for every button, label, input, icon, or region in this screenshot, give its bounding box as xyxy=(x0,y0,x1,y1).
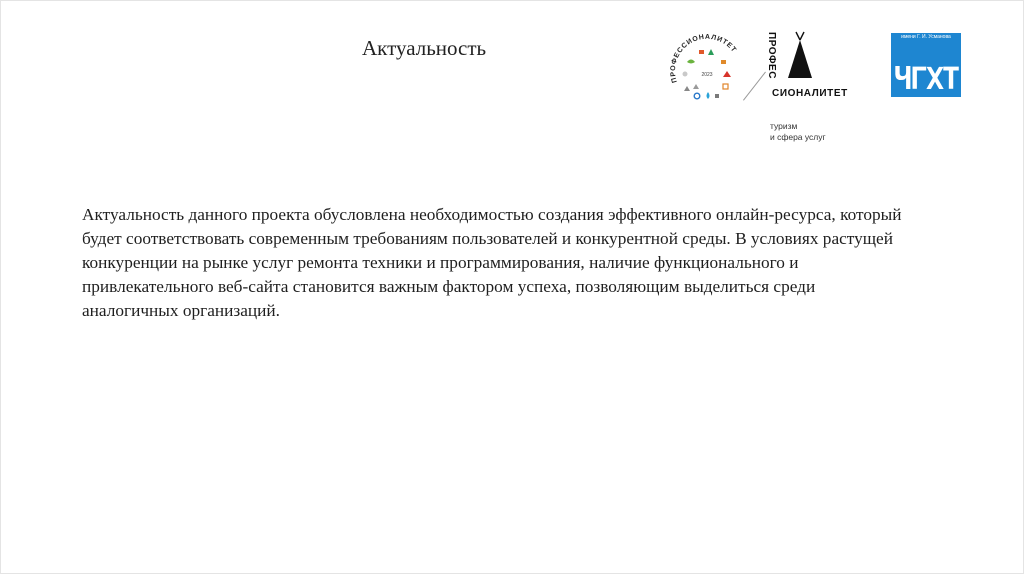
circle-logo-arc-text: ПРОФЕССИОНАЛИТЕТ xyxy=(669,33,738,84)
tent-logo-vertical-text: ПРОФЕС xyxy=(766,32,777,79)
college-logo xyxy=(891,33,961,97)
college-logo-caption: имени Г. И. Усманова xyxy=(901,34,951,40)
slide-title: Актуальность xyxy=(362,36,487,60)
body-paragraph: Актуальность данного проекта обусловлена необходимостью создания эффективного онлайн-ресурса, который будет соответствовать современным требованиям пользователей и конкурентной среды. В условиях растущей конкуренции на рынке услуг ремонта техники и программирования, наличие функционального и привлекательного веб-сайта становится важным фактором успеха, позволяющим выделиться среди аналогичных организаций. xyxy=(82,205,902,320)
professionalitet-circle-logo xyxy=(665,30,749,114)
circle-logo-year: 2023 xyxy=(701,72,713,78)
college-mark-text: ЧГХТ xyxy=(893,62,959,95)
slide-body xyxy=(82,203,902,323)
college-logo-mark xyxy=(891,43,961,95)
subtitle-line-1: туризм xyxy=(770,121,798,131)
tent-logo-subtitle xyxy=(770,121,826,143)
tent-logo-horizontal-text: СИОНАЛИТЕТ xyxy=(772,88,848,99)
subtitle-line-2: и сфера услуг xyxy=(770,132,826,142)
